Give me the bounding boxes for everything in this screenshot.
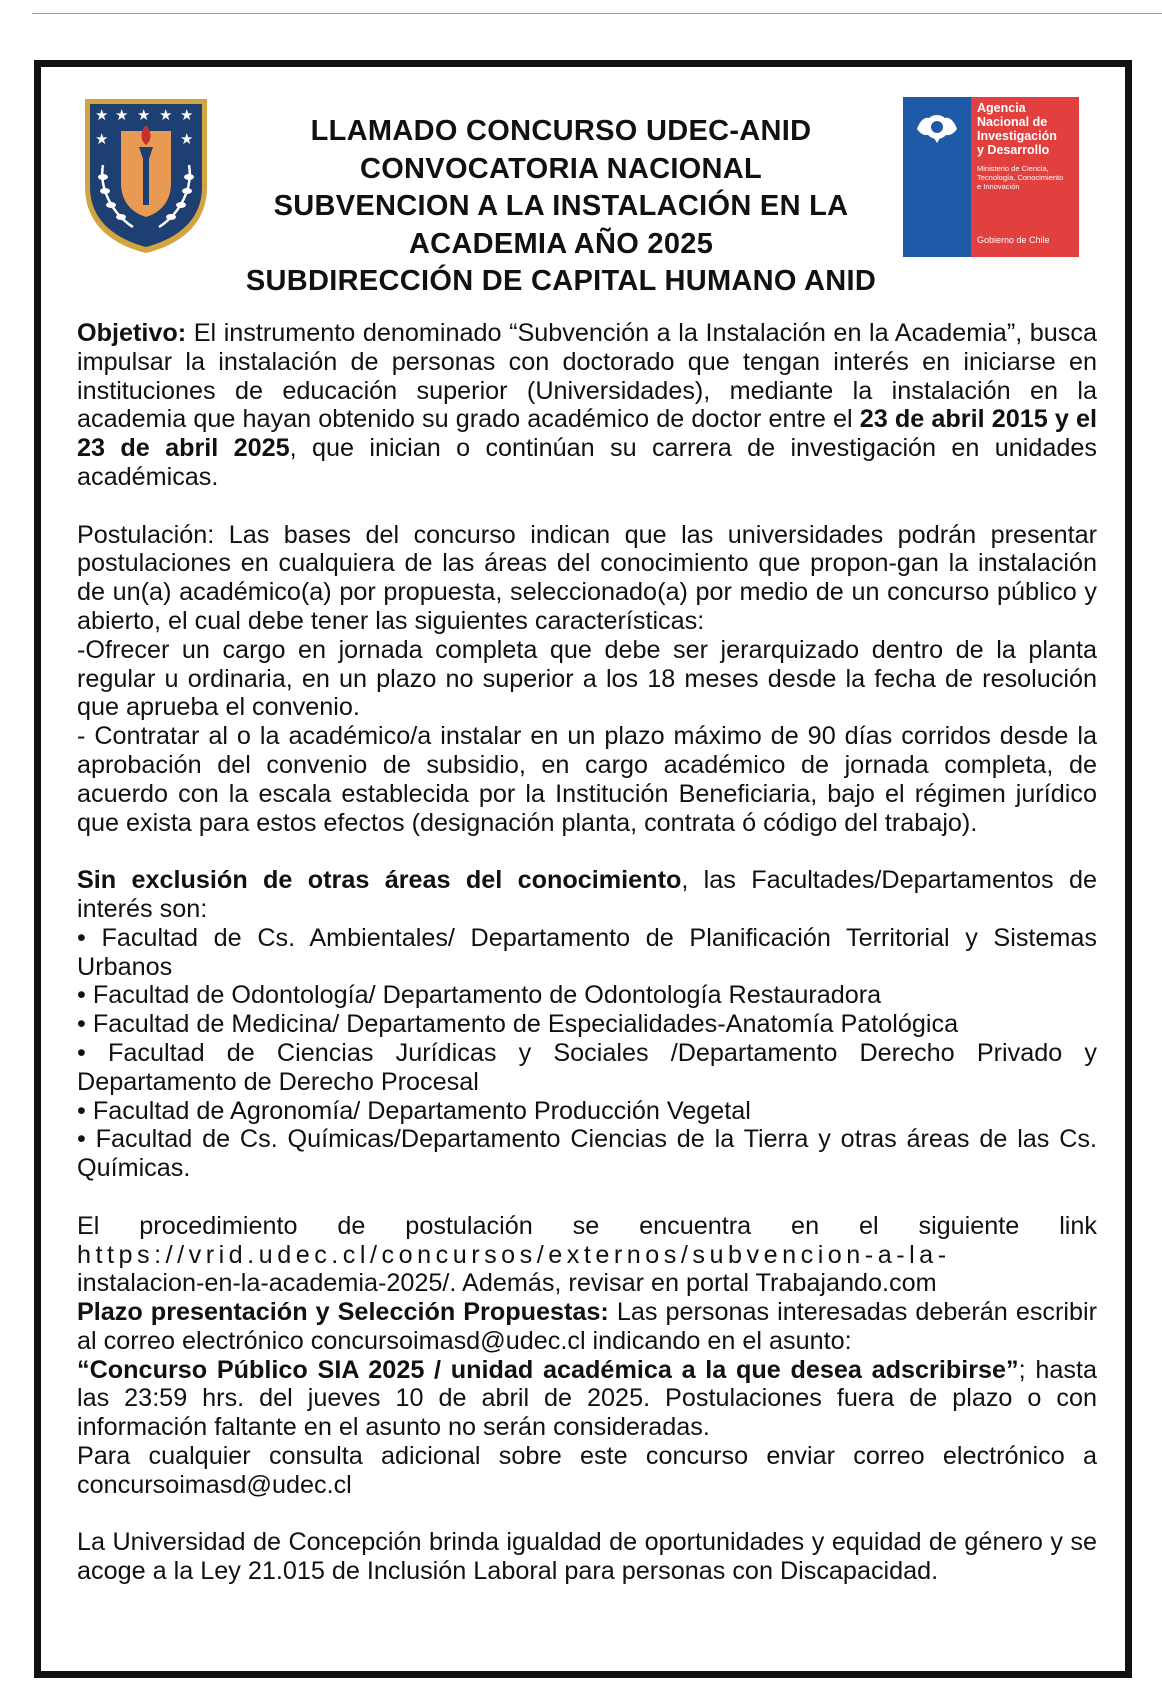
title-line-3: SUBVENCION A LA INSTALACIÓN EN LA	[273, 190, 849, 222]
notice-header	[41, 67, 1125, 299]
anid-line-4: y Desarrollo	[977, 143, 1050, 157]
anid-line-1: Agencia	[977, 101, 1026, 115]
anid-ministry-1: Ministerio de Ciencia,	[977, 164, 1049, 173]
area-item: • Facultad de Odontología/ Departamento de Odontología Restauradora	[77, 981, 882, 1010]
consulta-paragraph: Para cualquier consulta adicional sobre este concurso enviar correo electrónico a concursoimasd@udec.cl	[77, 1442, 1097, 1499]
anid-line-2: Nacional de	[977, 115, 1048, 129]
procedimiento-line-1: El procedimiento de postulación se encuentra en el siguiente link	[77, 1211, 1097, 1240]
closing-paragraph: La Universidad de Concepción brinda igualdad de oportunidades y equidad de género y se acoge a la Ley 21.015 de Inclusión Laboral para personas con Discapacidad.	[77, 1528, 1097, 1586]
svg-text:★: ★	[115, 106, 129, 124]
procedimiento-url[interactable]: https://vrid.udec.cl/concursos/externos/subvencion-a-la-	[77, 1240, 951, 1269]
postulacion-paragraph: Postulación: Las bases del concurso indican que las universidades podrán presentar postulaciones en cualquiera de las áreas del conocimiento que propon-gan la instalación de un(a) académico(a) por propuesta, seleccionado(a) por medio de un concurso público y abierto, el cual debe tener las siguientes características:	[77, 520, 1097, 635]
asunto-bold: “Concurso Público SIA 2025 / unidad académica a la que desea adscribirse”	[77, 1355, 1019, 1384]
procedimiento-line-3: instalacion-en-la-academia-2025/. Además, revisar en portal Trabajando.com	[77, 1269, 937, 1298]
anid-ministry-3: e Innovación	[977, 182, 1020, 191]
svg-text:★: ★	[137, 106, 151, 124]
anid-gov: Gobierno de Chile	[977, 235, 1050, 245]
svg-text:★: ★	[95, 106, 109, 124]
area-item: • Facultad de Medicina/ Departamento de Especialidades-Anatomía Patológica	[77, 1010, 959, 1039]
svg-text:★: ★	[95, 130, 109, 148]
postulacion-item-1: -Ofrecer un cargo en jornada completa que debe ser jerarquizado dentro de la planta regular u ordinaria, en un plazo no superior a los 18 meses desde la fecha de resolución que aprueba el convenio.	[77, 635, 1097, 722]
notice-content	[41, 67, 1125, 1586]
objetivo-text-2: , que inician o continúan su carrera de investigación en unidades académicas.	[77, 434, 1097, 491]
svg-text:★: ★	[180, 106, 194, 124]
anid-logo	[903, 97, 1079, 257]
title-line-4: ACADEMIA AÑO 2025	[408, 227, 714, 260]
title-line-5: SUBDIRECCIÓN DE CAPITAL HUMANO ANID	[245, 265, 877, 297]
plazo-bold: Plazo presentación y Selección Propuestas:	[77, 1298, 609, 1327]
notice-title	[221, 113, 901, 301]
asunto-paragraph	[77, 1356, 1097, 1442]
area-item: • Facultad de Cs. Ambientales/ Departamento de Planificación Territorial y Sistemas Urbanos	[77, 923, 1097, 981]
objetivo-dates: 23 de abril 2015 y el 23 de abril 2025	[77, 405, 1098, 463]
notice-frame	[34, 60, 1132, 1678]
svg-text:★: ★	[180, 130, 194, 148]
anid-line-3: Investigación	[977, 129, 1057, 143]
title-line-2: CONVOCATORIA NACIONAL	[359, 152, 763, 185]
postulacion-item-2: - Contratar al o la académico/a instalar en un plazo máximo de 90 días corridos desde la aprobación del convenio de subsidio, en cargo académico de jornada completa, de acuerdo con la escala establecida por la Institución Beneficiaria, bajo el régimen jurídico que exista para estos efectos (designación planta, contrata ó código del trabajo).	[77, 722, 1097, 837]
objetivo-text-1: El instrumento denominado “Subvención a la Instalación en la Academia”, busca impulsar la instalación de personas con doctorado que tengan interés en iniciarse en instituciones de educación superior (Universidades), mediante la instalación en la academia que hayan obtenido su grado académico de doctor entre el	[77, 319, 1097, 434]
svg-text:★: ★	[159, 106, 173, 124]
notice-body	[77, 319, 1097, 1586]
plazo-text: Las personas interesadas deberán escribir al correo electrónico concursoimasd@udec.cl indicando en el asunto:	[77, 1298, 1097, 1355]
udec-shield-logo	[81, 95, 211, 255]
asunto-tail: ; hasta las 23:59 hrs. del jueves 10 de abril de 2025. Postulaciones fuera de plazo o con información faltante en el asunto no serán consideradas.	[77, 1355, 1097, 1442]
anid-ministry-2: Tecnología, Conocimiento	[977, 173, 1064, 182]
title-line-1: LLAMADO CONCURSO UDEC-ANID	[310, 115, 812, 147]
areas-intro	[77, 866, 1097, 924]
areas-bold: Sin exclusión de otras áreas del conocimiento	[77, 866, 682, 895]
objetivo-label: Objetivo:	[77, 319, 187, 347]
objetivo-paragraph	[77, 319, 1097, 492]
area-item: • Facultad de Agronomía/ Departamento Producción Vegetal	[77, 1096, 751, 1125]
plazo-paragraph	[77, 1298, 1097, 1356]
areas-intro-text: , las Facultades/Departamentos de interés son:	[77, 866, 1097, 923]
top-divider	[32, 13, 1162, 14]
area-item: • Facultad de Ciencias Jurídicas y Sociales /Departamento Derecho Privado y Departamento de Derecho Procesal	[77, 1038, 1097, 1096]
area-item: • Facultad de Cs. Químicas/Departamento Ciencias de la Tierra y otras áreas de las Cs. Químicas.	[77, 1125, 1097, 1183]
